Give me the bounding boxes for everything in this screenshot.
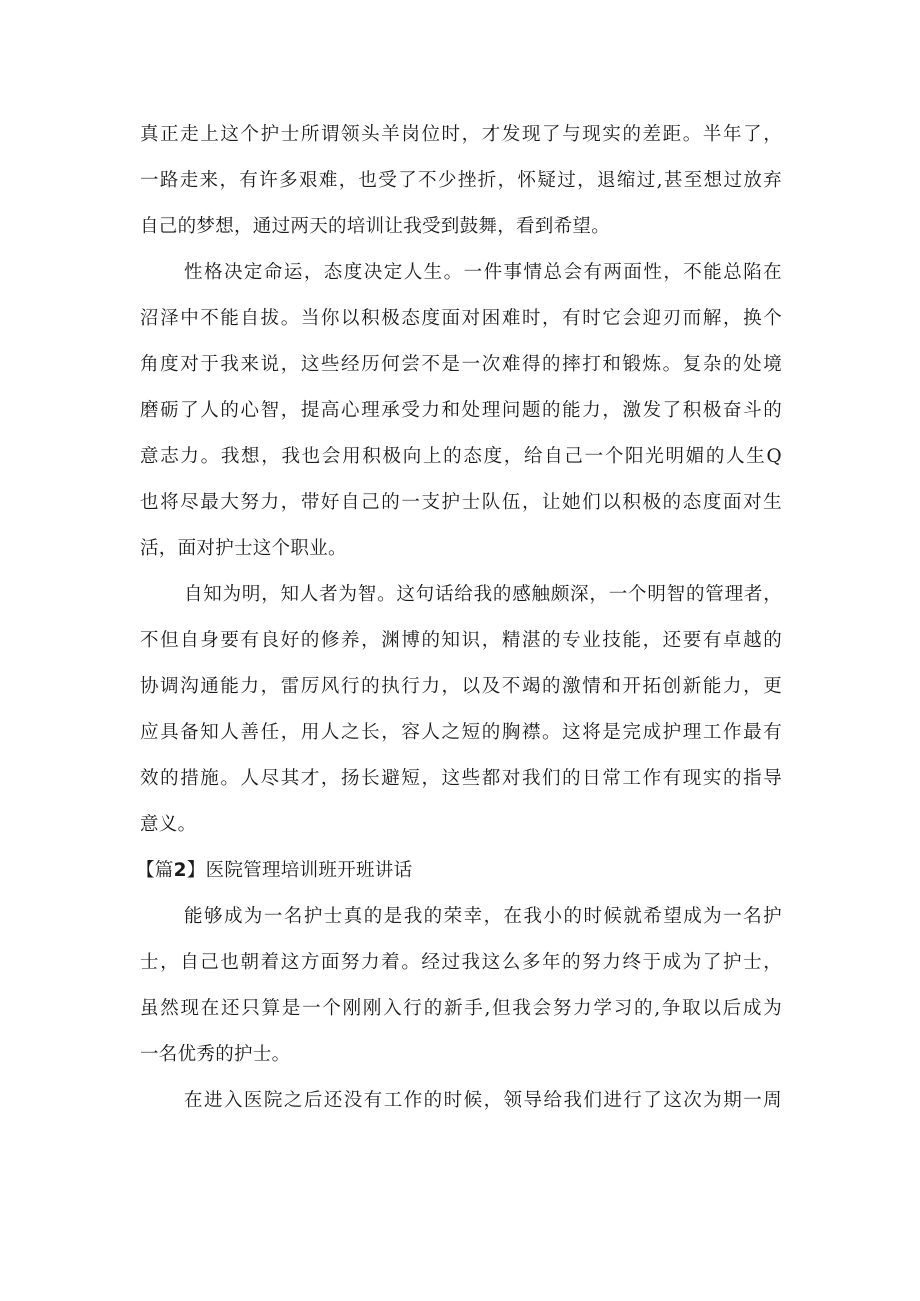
text-line: 能够成为一名护士真的是我的荣幸，在我小的时候就希望成为一名护 — [184, 906, 782, 927]
text-line: 沼泽中不能自拔。当你以积极态度面对困难时，有时它会迎刃而解，换个 — [140, 308, 782, 329]
text-line: 真正走上这个护士所谓领头羊岗位时，才发现了与现实的差距。半年了， — [140, 124, 782, 145]
text-line: 自己的梦想，通过两天的培训让我受到鼓舞，看到希望。 — [140, 216, 611, 237]
text-line: 效的措施。人尽其才，扬长避短，这些都对我们的日常工作有现实的指导 — [140, 768, 782, 789]
heading-close-bracket: 】 — [186, 860, 206, 881]
text-line: 也将尽最大努力，带好自己的一支护士队伍，让她们以积极的态度面对生 — [140, 492, 782, 513]
section-heading — [136, 848, 782, 894]
text-line: 协调沟通能力，雷厉风行的执行力，以及不竭的激情和开拓创新能力，更 — [140, 676, 782, 697]
text-line: 活，面对护士这个职业。 — [140, 538, 347, 559]
text-line: 一名优秀的护士。 — [140, 1044, 291, 1065]
text-line: 在进入医院之后还没有工作的时候，领导给我们进行了这次为期一周 — [184, 1090, 782, 1111]
heading-title: 医院管理培训班开班讲话 — [205, 860, 413, 881]
text-line: 角度对于我来说，这些经历何尝不是一次难得的摔打和锻炼。复杂的处境 — [140, 354, 782, 375]
text-line: 自知为明，知人者为智。这句话给我的感触颇深，一个明智的管理者， — [184, 584, 782, 605]
heading-number: 2 — [173, 860, 187, 881]
text-line: 应具备知人善任，用人之长，容人之短的胸襟。这将是完成护理工作最有 — [140, 722, 782, 743]
text-line: 虽然现在还只算是一个刚刚入行的新手,但我会努力学习的,争取以后成为 — [140, 998, 782, 1019]
document-body — [136, 112, 782, 1124]
text-line: 磨砺了人的心智，提高心理承受力和处理问题的能力，激发了积极奋斗的 — [140, 400, 782, 421]
text-line: 一路走来，有许多艰难，也受了不少挫折，怀疑过，退缩过,甚至想过放弃 — [140, 170, 782, 191]
heading-open-bracket: 【篇 — [136, 860, 174, 881]
text-line: 意志力。我想，我也会用积极向上的态度，给自己一个阳光明媚的人生Q — [140, 446, 782, 467]
text-line: 不但自身要有良好的修养，渊博的知识，精湛的专业技能，还要有卓越的 — [140, 630, 782, 651]
text-line: 意义。 — [140, 814, 197, 835]
text-line: 性格决定命运，态度决定人生。一件事情总会有两面性，不能总陷在 — [184, 262, 782, 283]
text-line: 士，自己也朝着这方面努力着。经过我这么多年的努力终于成为了护士， — [140, 952, 782, 973]
